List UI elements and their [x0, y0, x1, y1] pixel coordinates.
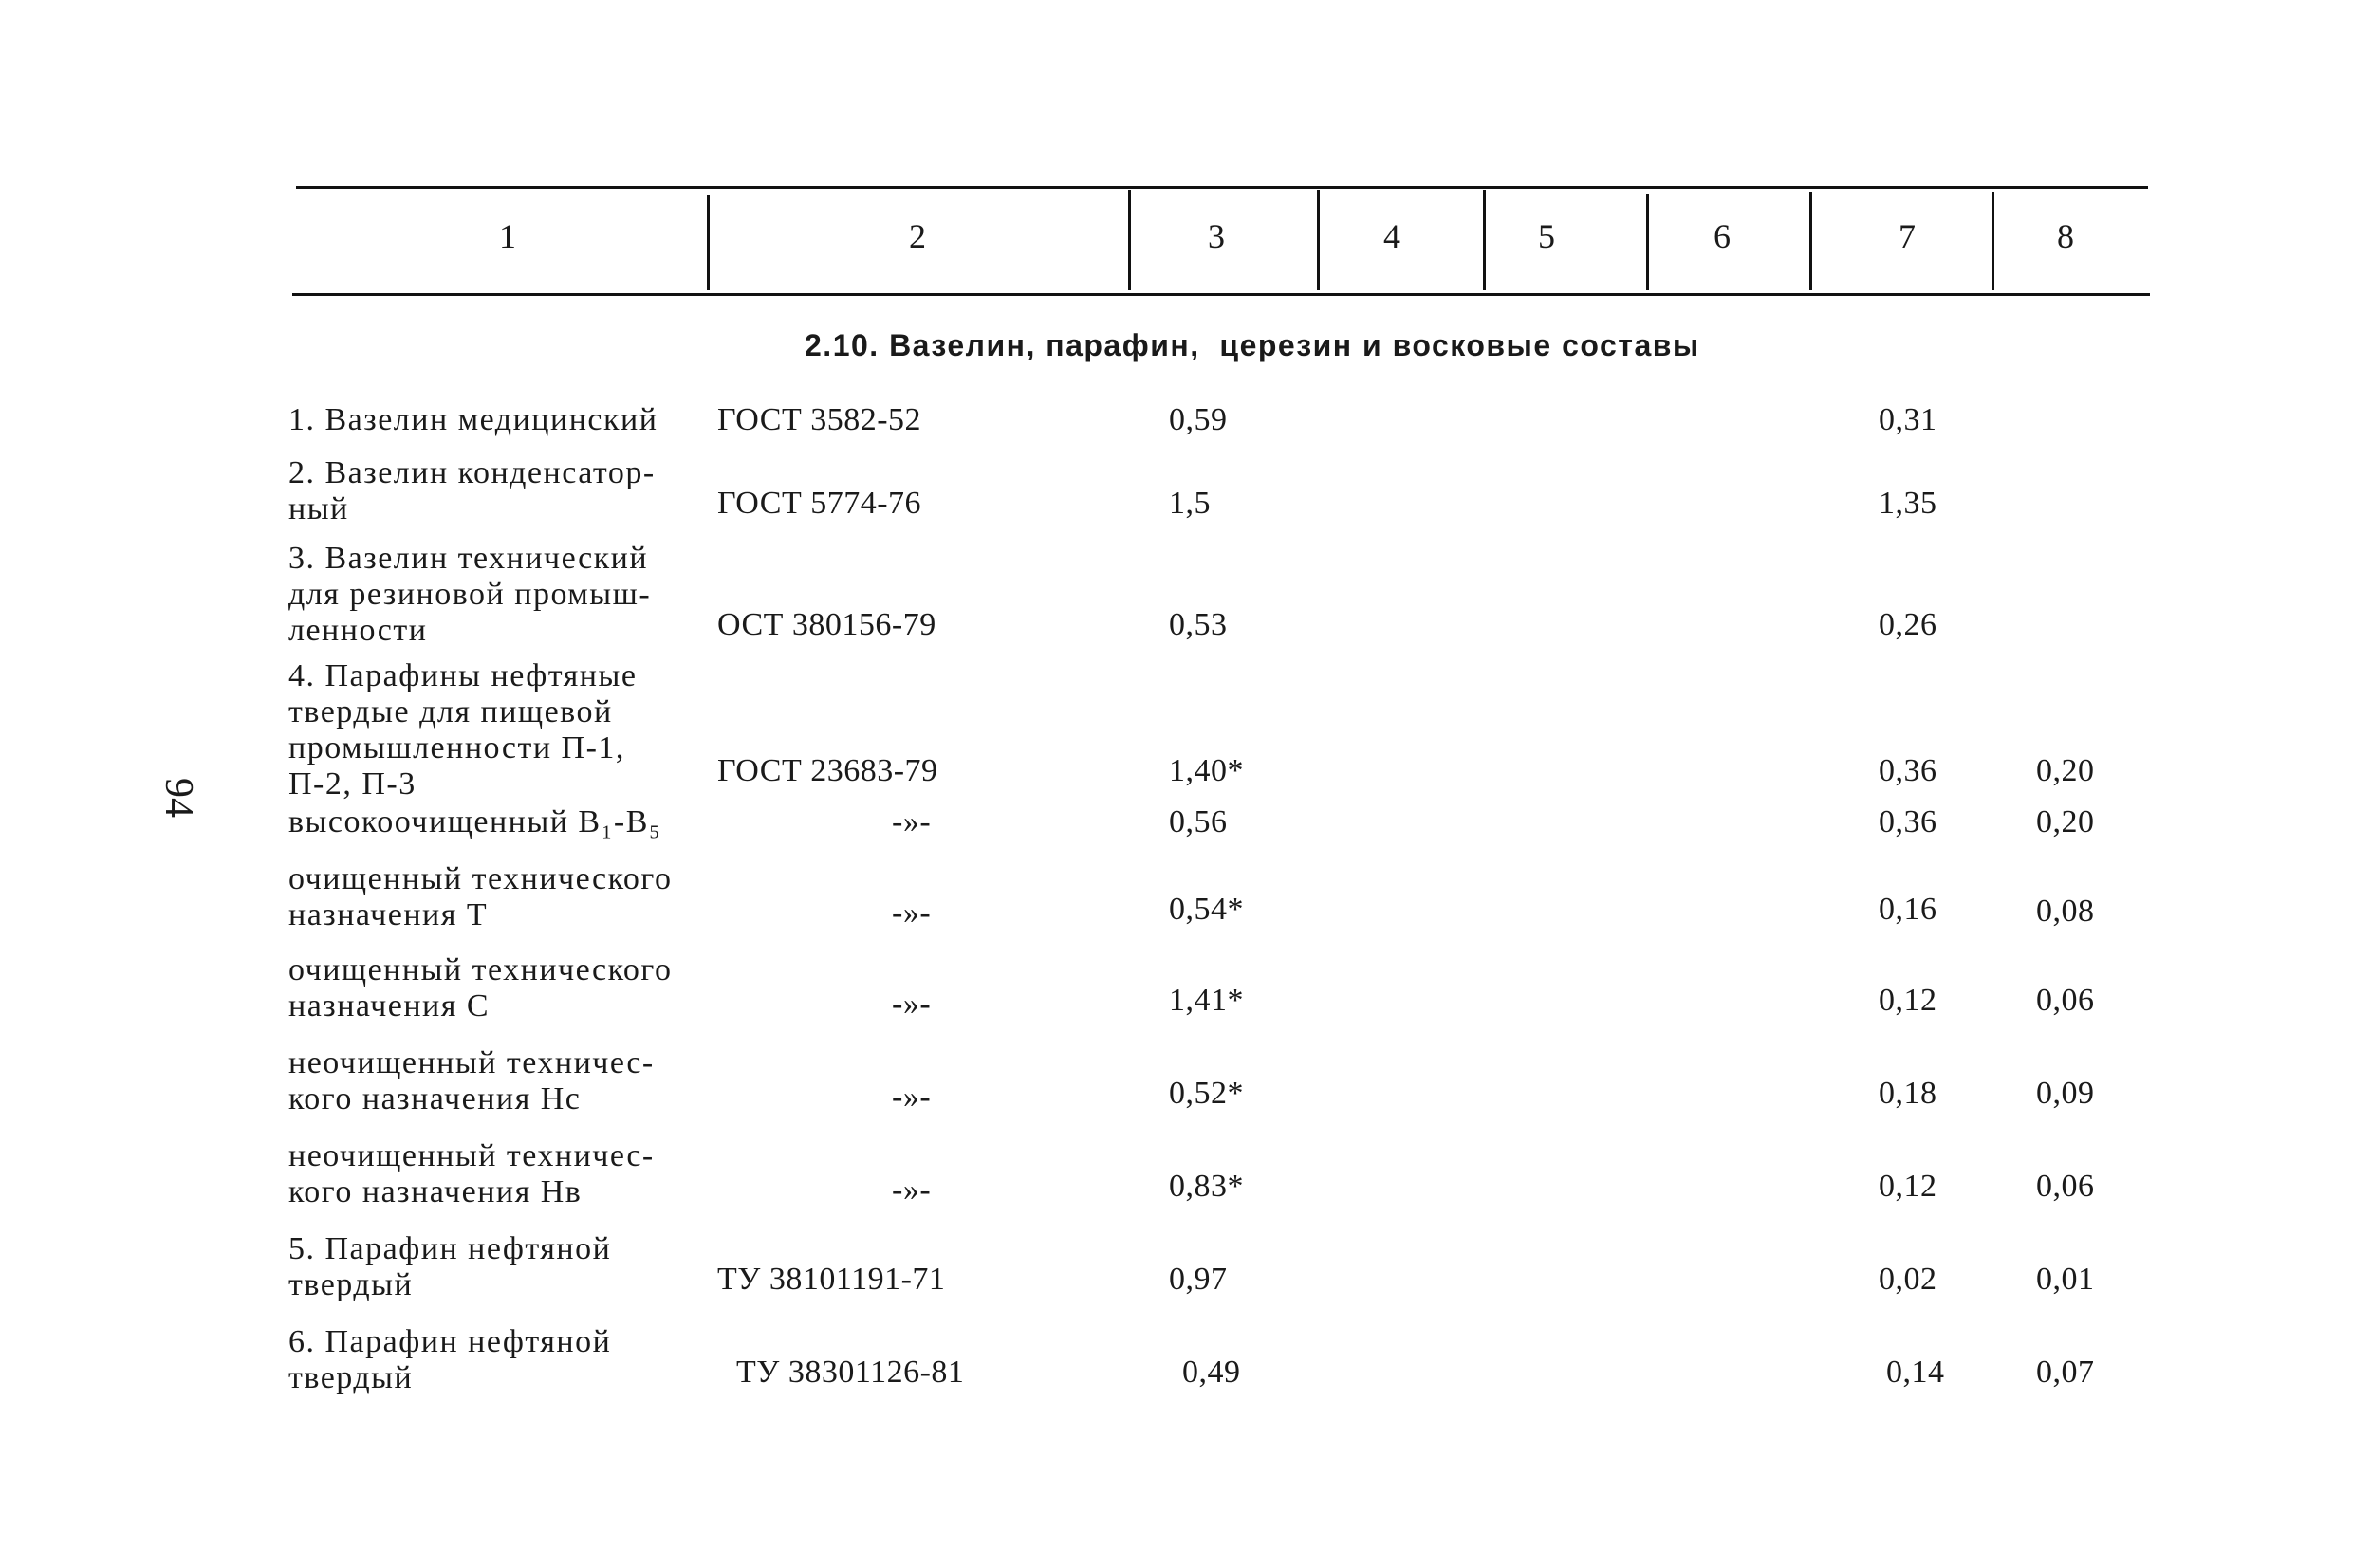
column-header: 6 — [1714, 217, 1731, 255]
column-header: 5 — [1538, 217, 1555, 255]
value-cell-col3: 0,52* — [1169, 1076, 1244, 1111]
product-name: неочищенный техничес- кого назначения Нв — [288, 1138, 655, 1209]
value-cell-col7: 0,12 — [1879, 983, 1937, 1018]
standard-cell: -»- — [892, 895, 932, 931]
value-cell-col8: 0,20 — [2036, 753, 2095, 788]
value-cell-col7: 0,36 — [1879, 804, 1937, 839]
column-separator — [1646, 194, 1649, 290]
value-cell-col7: 0,36 — [1879, 753, 1937, 788]
column-separator — [1809, 192, 1812, 290]
standard-cell: -»- — [892, 987, 932, 1022]
value-cell-col8: 0,07 — [2036, 1355, 2095, 1390]
column-header: 8 — [2057, 217, 2074, 255]
value-cell-col3: 0,56 — [1169, 804, 1228, 839]
value-cell-col7: 0,26 — [1879, 607, 1937, 642]
column-separator — [707, 195, 710, 290]
standard-cell: ОСТ 380156-79 — [717, 607, 936, 642]
value-cell-col3: 1,41* — [1169, 983, 1244, 1018]
value-cell-col7: 0,12 — [1879, 1169, 1937, 1204]
product-name: очищенный технического назначения Т — [288, 861, 673, 932]
value-cell-col3: 0,59 — [1169, 402, 1228, 437]
value-cell-col7: 0,18 — [1879, 1076, 1937, 1111]
product-name: 3. Вазелин технический для резиновой промыш- ленности — [288, 541, 652, 648]
value-cell-col7: 1,35 — [1879, 486, 1937, 521]
value-cell-col3: 0,83* — [1169, 1169, 1244, 1204]
value-cell-col8: 0,09 — [2036, 1076, 2095, 1111]
value-cell-col7: 0,02 — [1879, 1262, 1937, 1297]
product-name: 5. Парафин нефтяной твердый — [288, 1231, 612, 1302]
table-top-rule — [296, 186, 2148, 189]
column-header: 7 — [1899, 217, 1916, 255]
standard-cell: -»- — [892, 804, 932, 839]
value-cell-col7: 0,14 — [1886, 1355, 1945, 1390]
standard-cell: -»- — [892, 1172, 932, 1208]
value-cell-col8: 0,06 — [2036, 1169, 2095, 1204]
standard-cell: ТУ 38301126-81 — [736, 1355, 965, 1390]
product-name: неочищенный техничес- кого назначения Нс — [288, 1045, 655, 1116]
value-cell-col3: 0,97 — [1169, 1262, 1228, 1297]
value-cell-col3: 0,54* — [1169, 892, 1244, 927]
standard-cell: ГОСТ 3582-52 — [717, 402, 922, 437]
product-name: 2. Вазелин конденсатор- ный — [288, 455, 656, 526]
value-cell-col3: 1,40* — [1169, 753, 1244, 788]
value-cell-col8: 0,01 — [2036, 1262, 2095, 1297]
column-header: 4 — [1383, 217, 1400, 255]
column-separator — [1317, 190, 1320, 290]
value-cell-col8: 0,06 — [2036, 983, 2095, 1018]
standard-cell: -»- — [892, 1079, 932, 1115]
column-header: 1 — [499, 217, 516, 255]
page-number: 94 — [157, 778, 200, 818]
product-name: очищенный технического назначения С — [288, 952, 673, 1024]
column-separator — [1128, 190, 1131, 290]
value-cell-col3: 0,53 — [1169, 607, 1228, 642]
value-cell-col7: 0,16 — [1879, 892, 1937, 927]
product-name: 4. Парафины нефтяные твердые для пищевой промышленности П-1, П-2, П-3 — [288, 658, 638, 802]
value-cell-col7: 0,31 — [1879, 402, 1937, 437]
standard-cell: ТУ 38101191-71 — [717, 1262, 946, 1297]
column-header: 3 — [1208, 217, 1225, 255]
value-cell-col3: 0,49 — [1182, 1355, 1241, 1390]
value-cell-col3: 1,5 — [1169, 486, 1211, 521]
column-header: 2 — [909, 217, 926, 255]
table-header-bottom-rule — [292, 293, 2150, 296]
column-separator — [1483, 190, 1486, 290]
value-cell-col8: 0,20 — [2036, 804, 2095, 839]
product-name: 6. Парафин нефтяной твердый — [288, 1324, 612, 1395]
value-cell-col8: 0,08 — [2036, 894, 2095, 929]
product-name: высокоочищенный В₁-В₅ — [288, 804, 662, 839]
column-separator — [1992, 192, 1994, 290]
standard-cell: ГОСТ 23683-79 — [717, 753, 938, 788]
section-title: 2.10. Вазелин, парафин, церезин и восковые составы — [805, 328, 1700, 362]
standard-cell: ГОСТ 5774-76 — [717, 486, 922, 521]
product-name: 1. Вазелин медицинский — [288, 402, 658, 437]
